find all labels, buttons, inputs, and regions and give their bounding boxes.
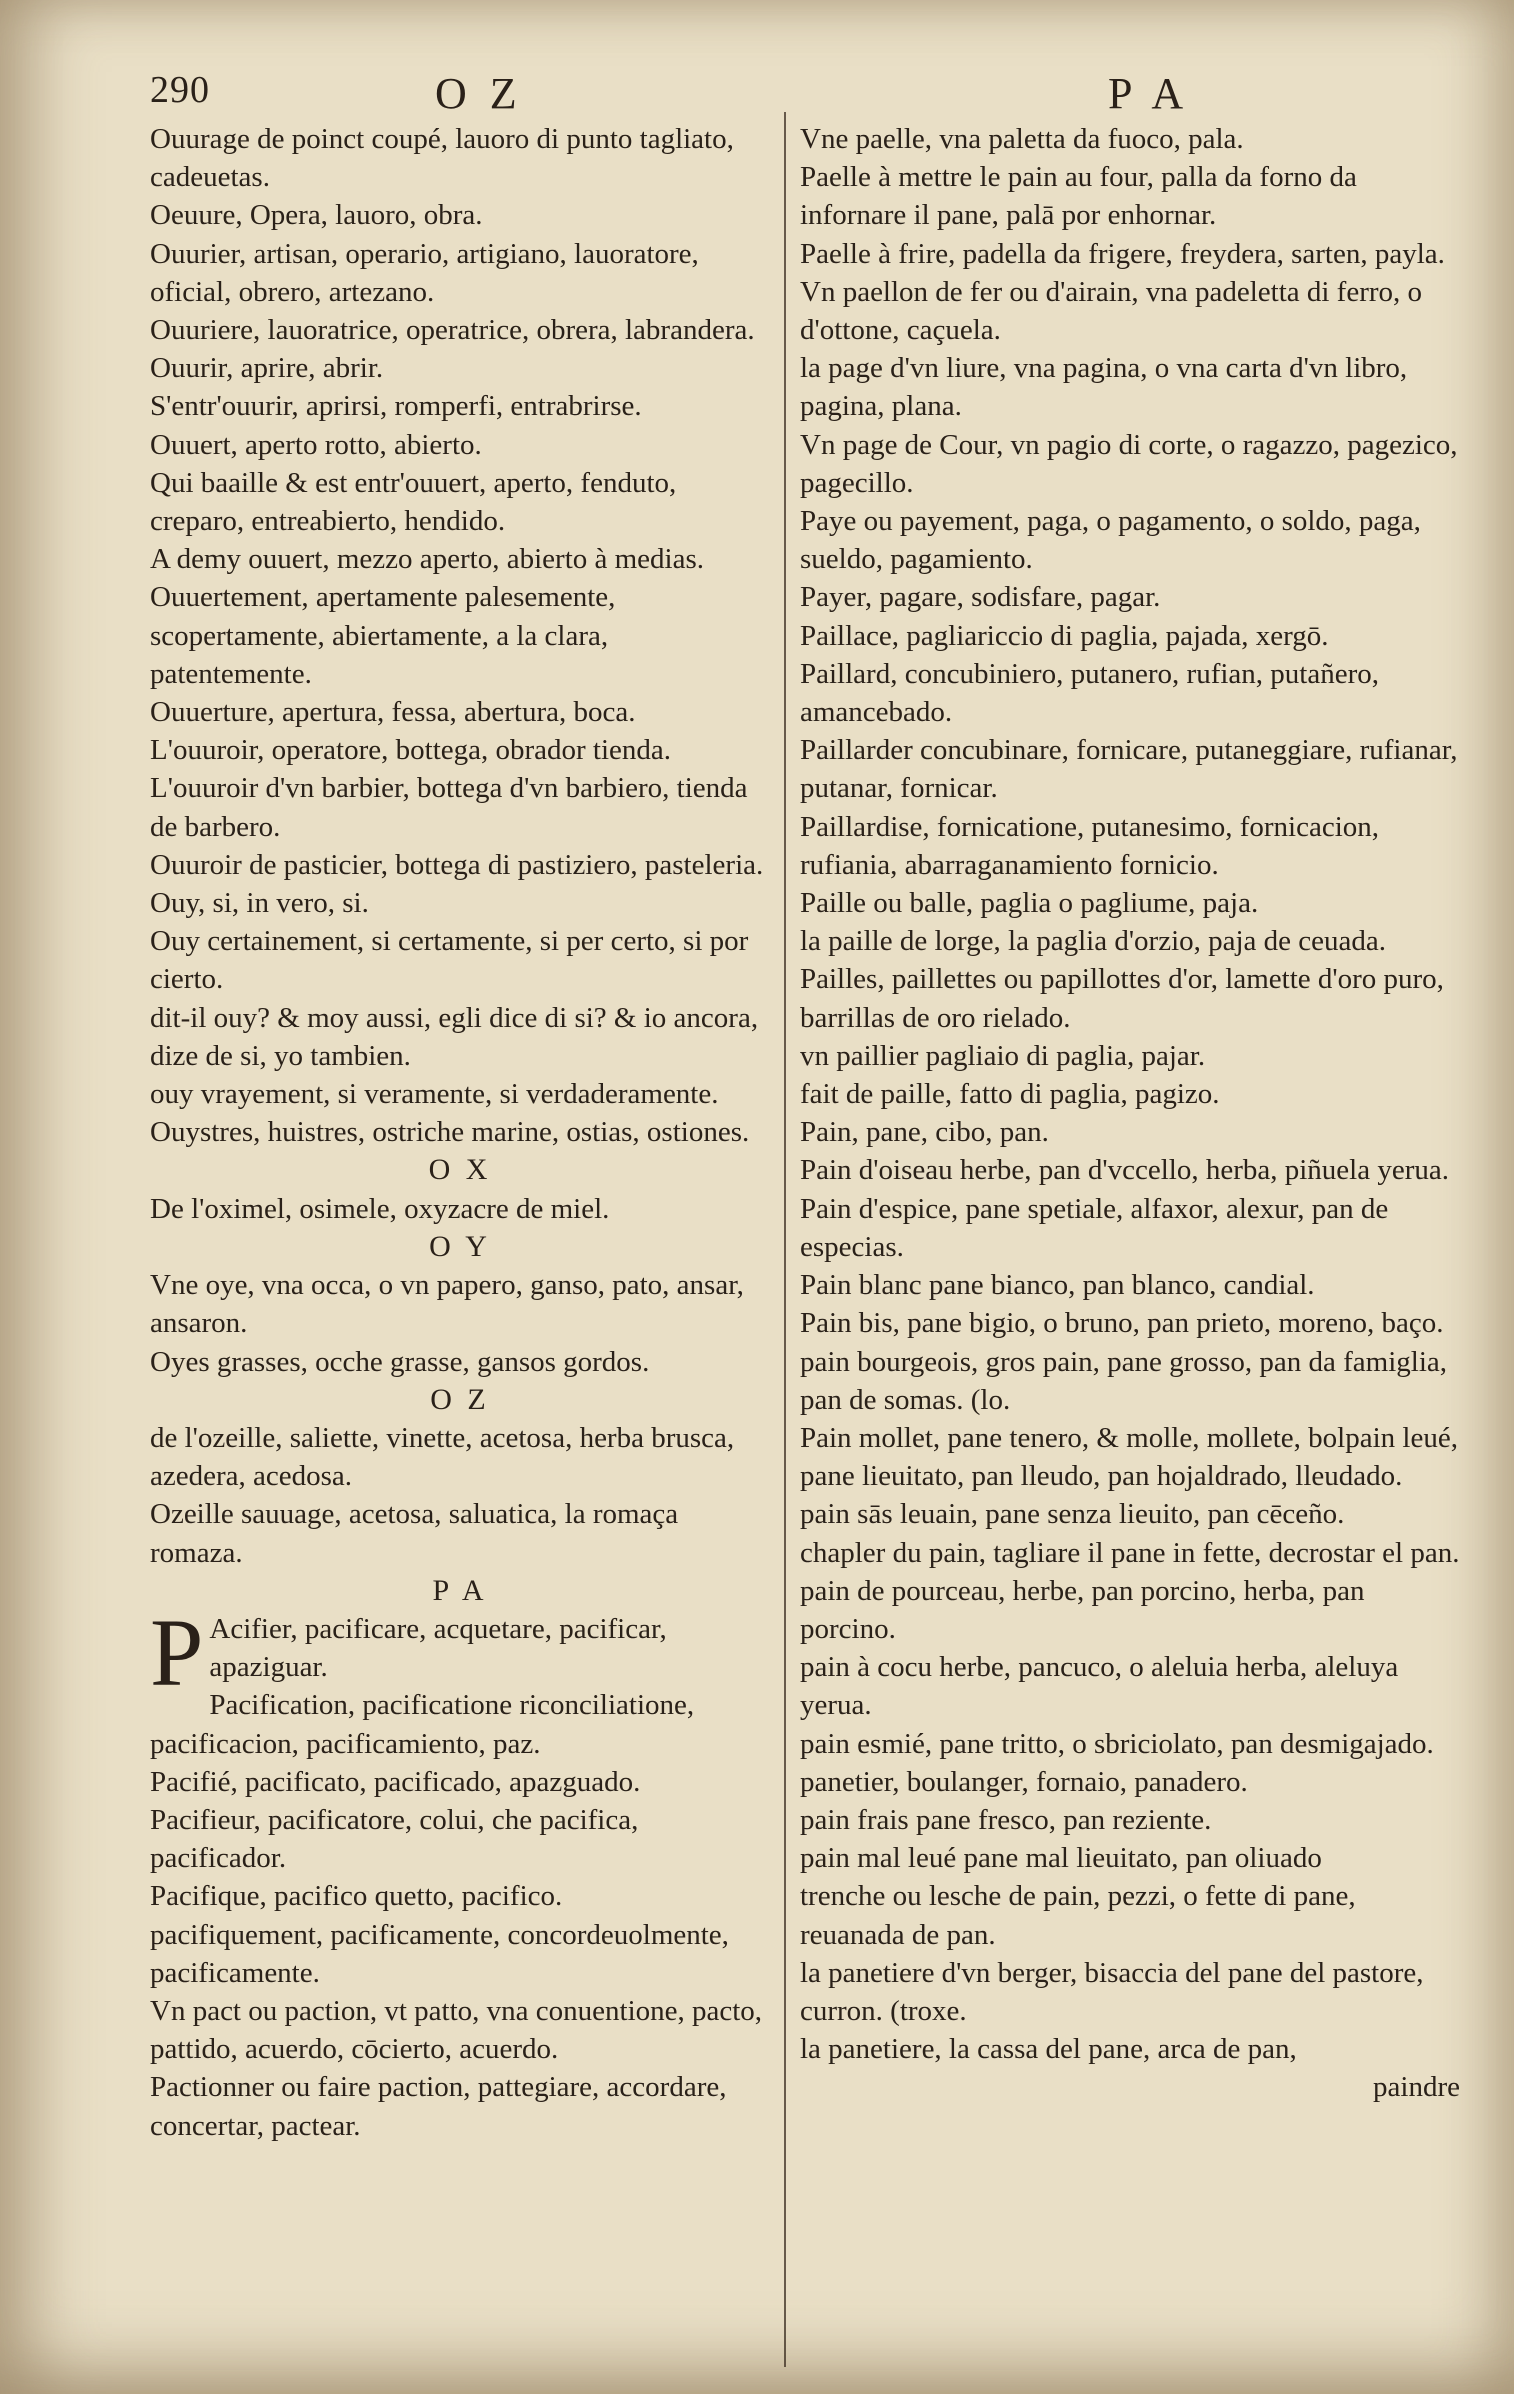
dictionary-entry: Pain d'espice, pane spetiale, alfaxor, alexur, pan de especias.	[800, 1192, 1389, 1263]
dictionary-entry: Pacifié, pacificato, pacificado, apazguado.	[150, 1765, 641, 1798]
dictionary-entry: ouy vrayement, si veramente, si verdaderamente.	[150, 1078, 719, 1111]
dictionary-entry: A demy ouuert, mezzo aperto, abierto à medias.	[150, 543, 705, 576]
dictionary-entry: Qui baaille & est entr'ouuert, aperto, fenduto, creparo, entreabierto, hendido.	[150, 466, 677, 538]
dictionary-entry: Paelle à frire, padella da frigere, freydera, sarten, payla.	[800, 237, 1445, 270]
dictionary-entry: pain à cocu herbe, pancuco, o aleluia herba, aleluya yerua.	[800, 1651, 1399, 1722]
dictionary-entry: Ouurage de poinct coupé, lauoro di punto tagliato, cadeuetas.	[150, 123, 734, 194]
dictionary-entry: Pain mollet, pane tenero, & molle, mollete, bolpain leué, pane lieuitato, pan lleudo, pan hojaldrado, lleudado.	[800, 1421, 1458, 1493]
dictionary-entry: L'ouuroir, operatore, bottega, obrador tienda.	[150, 734, 672, 767]
right-running-title: P A	[1108, 69, 1190, 118]
dictionary-entry: Paillace, pagliariccio di paglia, pajada, xergō.	[800, 619, 1329, 652]
dictionary-entry: Ouuertement, apertamente palesemente, scopertamente, abiertamente, a la clara, patentemente.	[150, 581, 616, 690]
dictionary-entry: Pactionner ou faire paction, pattegiare, accordare, concertar, pactear.	[150, 2071, 727, 2142]
dictionary-entry: L'ouuroir d'vn barbier, bottega d'vn barbiero, tienda de barbero.	[150, 772, 748, 843]
section-heading: O Y	[429, 1229, 491, 1263]
dictionary-entry: la paille de lorge, la paglia d'orzio, paja de ceuada.	[800, 925, 1387, 958]
dictionary-entry: Pain, pane, cibo, pan.	[800, 1116, 1049, 1149]
drop-cap: P	[150, 1598, 204, 1706]
dictionary-entry: Oyes grasses, ocche grasse, gansos gordos.	[150, 1345, 650, 1378]
dictionary-entry: Ouuriere, lauoratrice, operatrice, obrera, labrandera.	[150, 314, 755, 347]
page-number: 290	[150, 69, 210, 111]
dictionary-entry: Pacifieur, pacificatore, colui, che pacifica, pacificador.	[150, 1803, 639, 1875]
dictionary-entry: Paillard, concubiniero, putanero, rufian, putañero, amancebado.	[800, 657, 1379, 729]
dictionary-entry: Ouuroir de pasticier, bottega di pastiziero, pasteleria.	[150, 848, 764, 881]
dictionary-entry: Paelle à mettre le pain au four, palla da forno da infornare il pane, palā por enhornar.	[800, 161, 1357, 232]
dictionary-entry: panetier, boulanger, fornaio, panadero.	[800, 1765, 1248, 1798]
dictionary-entry: Paye ou payement, paga, o pagamento, o soldo, paga, sueldo, pagamiento.	[800, 505, 1421, 576]
dictionary-entry: Ouurir, aprire, abrir.	[150, 352, 384, 385]
dictionary-entry: Pain blanc pane bianco, pan blanco, candial.	[800, 1269, 1315, 1302]
dictionary-entry: pacifiquement, pacificamente, concordeuolmente, pacificamente.	[150, 1918, 729, 1989]
dictionary-entry: dit-il ouy? & moy aussi, egli dice di si? & io ancora, dize de si, yo tambien.	[150, 1001, 759, 1072]
dictionary-entry: Pailles, paillettes ou papillottes d'or, lamette d'oro puro, barrillas de oro rielado.	[800, 963, 1444, 1034]
entry-text: Acifier, pacificare, acquetare, pacificar, apaziguar.	[209, 1612, 667, 1684]
section-heading: P A	[432, 1573, 488, 1607]
dictionary-entry: vn paillier pagliaio di paglia, pajar.	[800, 1039, 1206, 1072]
section-heading: O Z	[430, 1382, 490, 1416]
dictionary-entry: Ouy, si, in vero, si.	[150, 887, 369, 920]
dictionary-entry: de l'ozeille, saliette, vinette, acetosa, herba brusca, azedera, acedosa.	[150, 1421, 735, 1493]
dictionary-entry: pain frais pane fresco, pan reziente.	[800, 1803, 1212, 1836]
dictionary-entry: Ouurier, artisan, operario, artigiano, lauoratore, oficial, obrero, artezano.	[150, 237, 699, 308]
catchword: paindre	[1373, 2071, 1460, 2104]
dictionary-entry: chapler du pain, tagliare il pane in fette, decrostar el pan.	[800, 1536, 1460, 1569]
dictionary-entry: Oeuure, Opera, lauoro, obra.	[150, 199, 483, 232]
dictionary-entry: Ouy certainement, si certamente, si per certo, si por cierto.	[150, 925, 749, 996]
dictionary-entry: Vne paelle, vna paletta da fuoco, pala.	[800, 123, 1244, 155]
dictionary-entry: trenche ou lesche de pain, pezzi, o fette di pane, reuanada de pan.	[800, 1880, 1356, 1951]
dictionary-entry: Pacification, pacificatione riconciliatione, pacificacion, pacificamiento, paz.	[150, 1689, 695, 1760]
dictionary-entry: Pacifique, pacifico quetto, pacifico.	[150, 1880, 563, 1913]
dictionary-entry: S'entr'ouurir, aprirsi, romperfi, entrabrirse.	[150, 390, 642, 423]
dictionary-entry: fait de paille, fatto di paglia, pagizo.	[800, 1078, 1220, 1111]
dictionary-entry: Vne oye, vna occa, o vn papero, ganso, pato, ansar, ansaron.	[150, 1269, 744, 1340]
dictionary-entry: Ouystres, huistres, ostriche marine, ostias, ostiones.	[150, 1116, 750, 1149]
dictionary-entry: Pain bis, pane bigio, o bruno, pan prieto, moreno, baço.	[800, 1307, 1444, 1340]
dictionary-entry: De l'oximel, osimele, oxyzacre de miel.	[150, 1192, 610, 1225]
left-column	[150, 120, 770, 2145]
dictionary-entry: la panetiere, la cassa del pane, arca de pan,	[800, 2033, 1297, 2066]
dictionary-entry: pain sās leuain, pane senza lieuito, pan cēceño.	[800, 1498, 1345, 1531]
dictionary-entry: Vn pact ou paction, vt patto, vna conuentione, pacto, pattido, acuerdo, cōcierto, acuerdo.	[150, 1994, 763, 2066]
dictionary-entry: Vn page de Cour, vn pagio di corte, o ragazzo, pagezico, pagecillo.	[800, 428, 1458, 499]
dictionary-entry: Pain d'oiseau herbe, pan d'vccello, herba, piñuela yerua.	[800, 1154, 1450, 1187]
left-running-title: O Z	[435, 69, 523, 118]
column-divider	[784, 112, 786, 2367]
dictionary-entry: Paillardise, fornicatione, putanesimo, fornicacion, rufiania, abarraganamiento fornicio.	[800, 810, 1380, 881]
dictionary-entry: pain de pourceau, herbe, pan porcino, herba, pan porcino.	[800, 1574, 1365, 1645]
dictionary-entry	[150, 1598, 770, 1706]
dictionary-entry: Payer, pagare, sodisfare, pagar.	[800, 581, 1161, 614]
right-column	[800, 120, 1460, 2107]
dictionary-entry: Paille ou balle, paglia o pagliume, paja.	[800, 887, 1259, 920]
dictionary-entry: Ouuerture, apertura, fessa, abertura, boca.	[150, 696, 636, 729]
dictionary-entry: Ozeille sauuage, acetosa, saluatica, la romaça romaza.	[150, 1498, 679, 1569]
dictionary-entry: Paillarder concubinare, fornicare, putaneggiare, rufianar, putanar, fornicar.	[800, 734, 1458, 805]
section-heading: O X	[428, 1153, 492, 1187]
dictionary-entry: Vn paellon de fer ou d'airain, vna padeletta di ferro, o d'ottone, caçuela.	[800, 275, 1423, 347]
dictionary-entry: la panetiere d'vn berger, bisaccia del pane del pastore, curron. (troxe.	[800, 1956, 1424, 2027]
dictionary-entry: Ouuert, aperto rotto, abierto.	[150, 428, 482, 461]
dictionary-entry: la page d'vn liure, vna pagina, o vna carta d'vn libro, pagina, plana.	[800, 352, 1408, 423]
dictionary-entry: pain bourgeois, gros pain, pane grosso, pan da famiglia, pan de somas. (lo.	[800, 1345, 1447, 1416]
dictionary-entry: pain mal leué pane mal lieuitato, pan oliuado	[800, 1842, 1322, 1875]
dictionary-entry: pain esmié, pane tritto, o sbriciolato, pan desmigajado.	[800, 1727, 1434, 1760]
